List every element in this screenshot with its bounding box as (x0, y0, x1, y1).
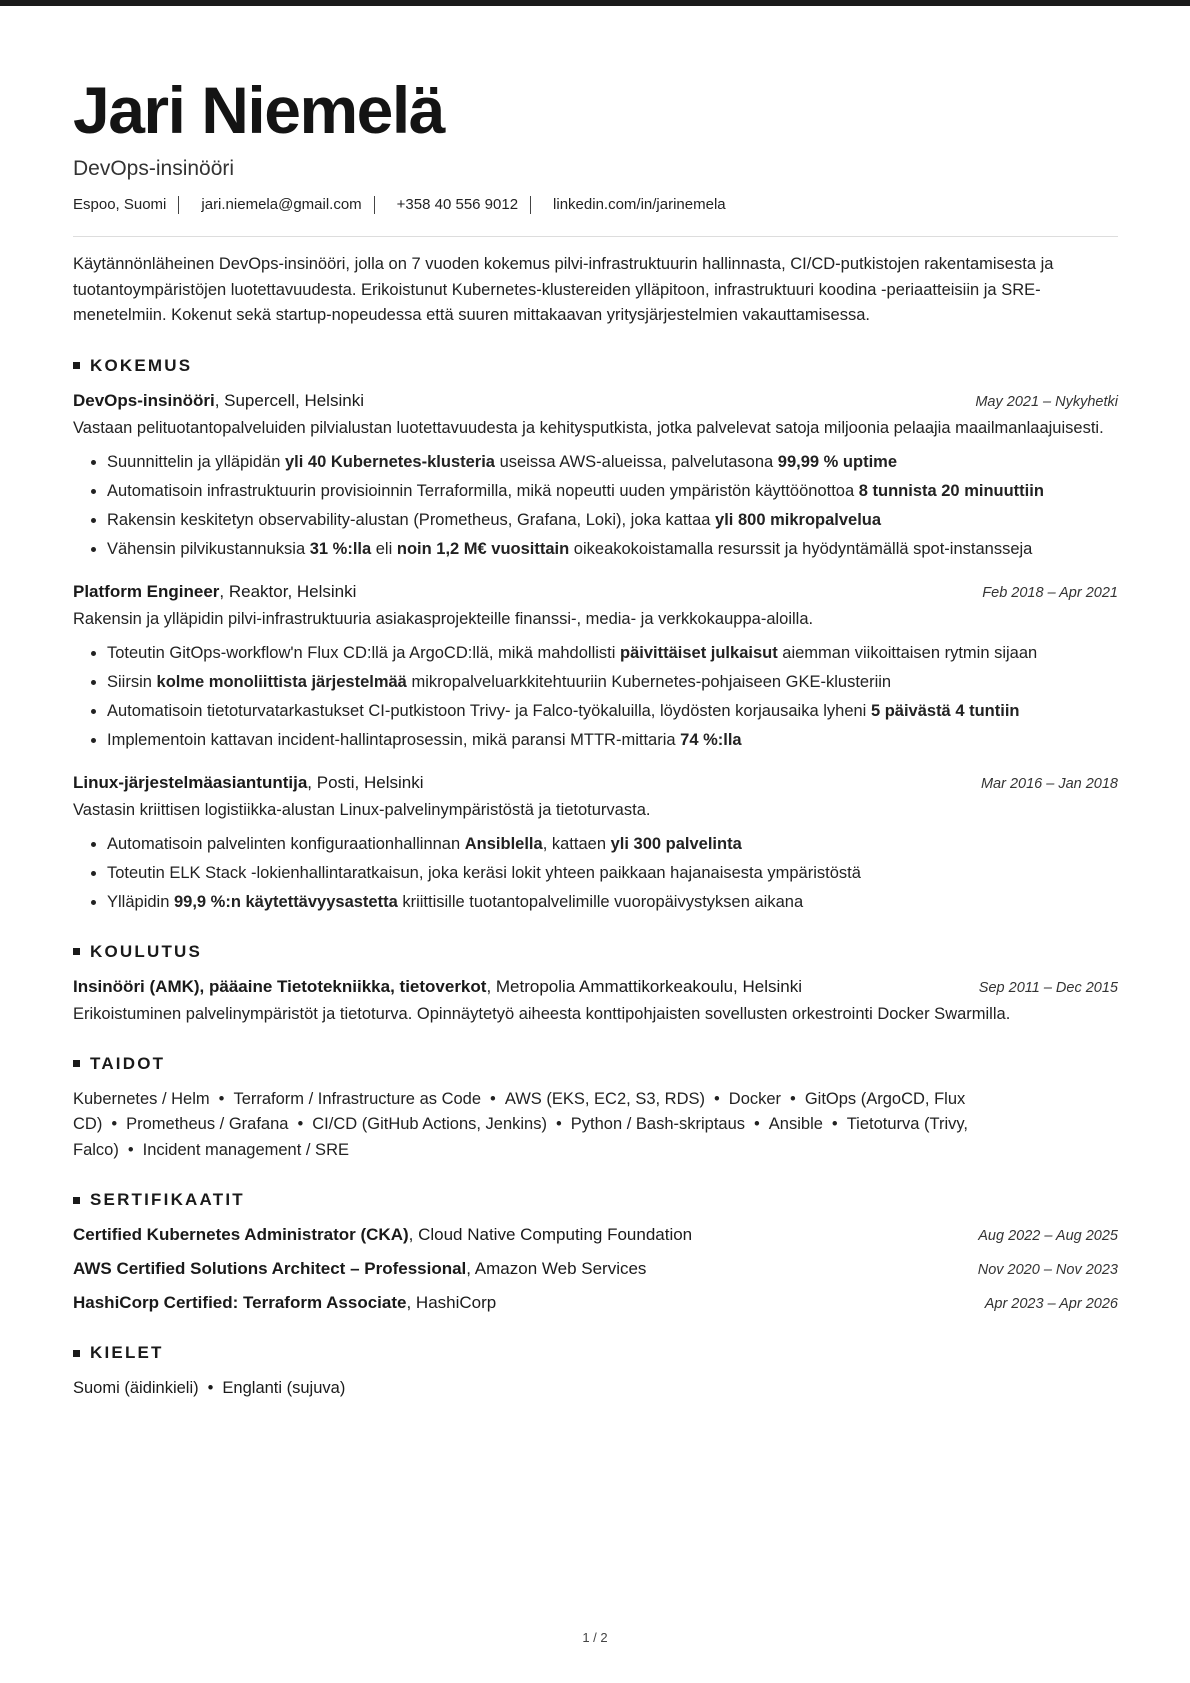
cert-issuer: , Cloud Native Computing Foundation (408, 1225, 693, 1244)
job-title-line (73, 580, 356, 604)
skill-item: Ansible (768, 1115, 823, 1133)
language-item: Englanti (sujuva) (222, 1379, 346, 1397)
header-divider (73, 236, 1118, 237)
cert-issuer: , HashiCorp (406, 1293, 497, 1312)
job-bullet: • Suunnittelin ja ylläpidän yli 40 Kubernetes-klusteria useissa AWS-alueissa, palvelutasona 99,99 % uptime (107, 450, 1118, 475)
contact-phone[interactable]: +358 40 556 9012 (396, 196, 519, 213)
job-bullet: • Ylläpidin 99,9 %:n käytettävyysastetta kriittisille tuotantopalvelimille vuoropäivystyksen aikana (107, 890, 1118, 915)
section-heading-certifications (73, 1189, 1118, 1211)
job-description: Rakensin ja ylläpidin pilvi-infrastruktuuria asiakasprojekteille finanssi-, media- ja verkkokauppa-aloilla. (73, 609, 814, 628)
education-entry (73, 975, 1118, 1027)
job-bullet: • Toteutin ELK Stack -lokienhallintaratkaisun, joka keräsi lokit yhteen paikkaan hajanaisesta ympäristöstä (107, 861, 1118, 886)
skill-item: Incident management / SRE (142, 1140, 349, 1159)
job-header (73, 389, 1118, 414)
job-bullets (73, 450, 1118, 562)
section-square-icon (73, 362, 80, 369)
job-title: Linux-järjestelmäasiantuntija (73, 772, 308, 792)
skill-item: Tietoturva (Trivy, Falco) (73, 1115, 969, 1159)
education-date: Sep 2011 – Dec 2015 (978, 979, 1118, 996)
job-entry (73, 771, 1118, 915)
job-bullets (73, 641, 1118, 753)
job-entry (73, 389, 1118, 562)
languages-list (73, 1376, 1118, 1401)
cert-title: AWS Certified Solutions Architect – Professional (73, 1259, 467, 1278)
education-title-line (73, 975, 802, 999)
job-entry (73, 580, 1118, 753)
job-date: Mar 2016 – Jan 2018 (980, 775, 1118, 792)
cert-title: HashiCorp Certified: Terraform Associate (73, 1293, 407, 1312)
skill-item: Prometheus / Grafana (126, 1115, 289, 1133)
job-bullet: • Siirsin kolme monoliittista järjestelmää mikropalveluarkkitehtuuriin Kubernetes-pohjaiseen GKE-klusteriin (107, 670, 1118, 695)
job-description: Vastaan pelituotantopalveluiden pilvialustan luotettavuudesta ja kehitysputkista, jotka palvelevat satoja miljoonia pelaajia maailmanlaajuisesti. (73, 418, 1104, 437)
cert-title-line (73, 1291, 496, 1315)
education-description: Erikoistuminen palvelinympäristöt ja tietoturva. Opinnäytetyö aiheesta konttipohjaisten sovellusten orkestrointi Docker Swarmilla. (73, 1004, 1011, 1023)
section-heading-skills (73, 1053, 1118, 1075)
job-bullets (73, 832, 1118, 915)
skill-item: Kubernetes / Helm (73, 1089, 210, 1108)
job-bullet: • Rakensin keskitetyn observability-alustan (Prometheus, Grafana, Loki), joka kattaa yli 800 mikropalvelua (107, 508, 1118, 533)
section-square-icon (73, 1060, 80, 1067)
section-title: KIELET (90, 1343, 164, 1362)
top-bar (0, 0, 1190, 6)
job-bullet: • Implementoin kattavan incident-hallintaprosessin, mikä paransi MTTR-mittaria 74 %:lla (107, 728, 1118, 753)
skill-item: GitOps (ArgoCD, Flux CD) (73, 1089, 966, 1133)
section-title: KOKEMUS (90, 355, 193, 375)
skill-item: AWS (EKS, EC2, S3, RDS) (504, 1089, 705, 1108)
skill-item: Docker (728, 1089, 782, 1108)
cert-entry (73, 1291, 1118, 1316)
section-heading-education (73, 941, 1118, 963)
cert-title-line (73, 1257, 646, 1281)
section-square-icon (73, 1197, 80, 1204)
section-square-icon (73, 1350, 80, 1357)
section-square-icon (73, 948, 80, 955)
section-heading-experience (73, 355, 1118, 377)
bullet-dot-icon: • (714, 1089, 720, 1108)
job-org: , Supercell, Helsinki (214, 390, 364, 410)
bullet-dot-icon: • (297, 1115, 304, 1133)
bullet-dot-icon: • (207, 1379, 214, 1397)
job-bullet: • Toteutin GitOps-workflow'n Flux CD:llä ja ArgoCD:llä, mikä mahdollisti päivittäiset julkaisut aiemman viikoittaisen rytmin sijaan (107, 641, 1118, 666)
job-bullet: • Automatisoin infrastruktuurin provisioinnin Terraformilla, mikä nopeutti uuden ympäristön käyttöönottoa 8 tunnista 20 minuuttiin (107, 479, 1118, 504)
skill-item: CI/CD (GitHub Actions, Jenkins) (312, 1115, 547, 1133)
contact-email[interactable]: jari.niemela@gmail.com (201, 196, 362, 213)
bullet-dot-icon: • (790, 1089, 796, 1108)
job-org: , Posti, Helsinki (307, 772, 424, 792)
school-name: , Metropolia Ammattikorkeakoulu, Helsinki (486, 976, 803, 996)
cert-entry (73, 1257, 1118, 1282)
bullet-dot-icon: • (555, 1115, 562, 1133)
bullet-dot-icon: • (218, 1089, 225, 1108)
bullet-dot-icon: • (831, 1115, 838, 1133)
bullet-dot-icon: • (490, 1089, 496, 1108)
education-header (73, 975, 1118, 1000)
job-header (73, 771, 1118, 796)
profile-summary: Käytännönläheinen DevOps-insinööri, jolla on 7 vuoden kokemus pilvi-infrastruktuurin hallinnasta, CI/CD-putkistojen rakentamisesta ja tuotantoympäristöjen luotettavuudesta. Erikoistunut Kubernetes-klustereiden ylläpitoon, infrastruktuuri koodina -periaatteisiin ja SRE-menetelmiin. Kokenut sekä startup-nopeudessa että suuren mittakaavan yritysjärjestelmien vakauttamisessa. (73, 255, 1054, 324)
job-header (73, 580, 1118, 605)
bullet-dot-icon: • (111, 1115, 118, 1133)
job-org: , Reaktor, Helsinki (219, 581, 357, 601)
certifications-list (73, 1223, 1118, 1316)
job-title-line (73, 389, 364, 413)
job-title: Platform Engineer (73, 581, 220, 601)
section-title: KOULUTUS (90, 941, 203, 961)
job-title-line (73, 771, 424, 795)
job-bullet: • Vähensin pilvikustannuksia 31 %:lla eli noin 1,2 M€ vuosittain oikeakokoistamalla resurssit ja hyödyntämällä spot-instansseja (107, 537, 1118, 562)
cert-date: Apr 2023 – Apr 2026 (984, 1296, 1118, 1312)
skill-item: Python / Bash-skriptaus (570, 1115, 746, 1133)
contact-separator (530, 196, 531, 214)
job-date: Feb 2018 – Apr 2021 (982, 584, 1118, 601)
bullet-dot-icon: • (127, 1140, 134, 1159)
candidate-name: Jari Niemelä (73, 73, 444, 147)
job-description: Vastasin kriittisen logistiikka-alustan Linux-palvelinympäristöstä ja tietoturvasta. (73, 800, 651, 819)
skill-item: Terraform / Infrastructure as Code (233, 1089, 482, 1108)
skills-list (73, 1087, 1073, 1164)
contact-separator (374, 196, 375, 214)
page-number: 1 / 2 (582, 1630, 608, 1645)
contact-line (73, 194, 1118, 216)
cert-entry (73, 1223, 1118, 1248)
degree-title: Insinööri (AMK), pääaine Tietotekniikka, tietoverkot (73, 976, 487, 996)
job-date: May 2021 – Nykyhetki (975, 393, 1118, 410)
section-title: SERTIFIKAATIT (90, 1190, 245, 1209)
job-bullet: • Automatisoin tietoturvatarkastukset CI-putkistoon Trivy- ja Falco-työkaluilla, löydösten korjausaika lyheni 5 päivästä 4 tuntiin (107, 699, 1118, 724)
language-item: Suomi (äidinkieli) (73, 1379, 199, 1397)
contact-location: Espoo, Suomi (73, 196, 167, 213)
cert-title-line (73, 1223, 692, 1247)
cert-issuer: , Amazon Web Services (466, 1259, 647, 1278)
resume-page (73, 70, 1118, 1401)
cert-date: Nov 2020 – Nov 2023 (977, 1262, 1118, 1278)
section-title: TAIDOT (90, 1053, 166, 1073)
job-bullet: • Automatisoin palvelinten konfiguraationhallinnan Ansiblella, kattaen yli 300 palvelinta (107, 832, 1118, 857)
section-heading-languages (73, 1342, 1118, 1364)
cert-title: Certified Kubernetes Administrator (CKA) (73, 1225, 409, 1244)
contact-linkedin[interactable]: linkedin.com/in/jarinemela (553, 196, 726, 213)
job-title: DevOps-insinööri (73, 390, 215, 410)
candidate-role: DevOps-insinööri (73, 157, 235, 180)
bullet-dot-icon: • (754, 1115, 760, 1133)
cert-date: Aug 2022 – Aug 2025 (978, 1228, 1118, 1244)
contact-separator (178, 196, 179, 214)
